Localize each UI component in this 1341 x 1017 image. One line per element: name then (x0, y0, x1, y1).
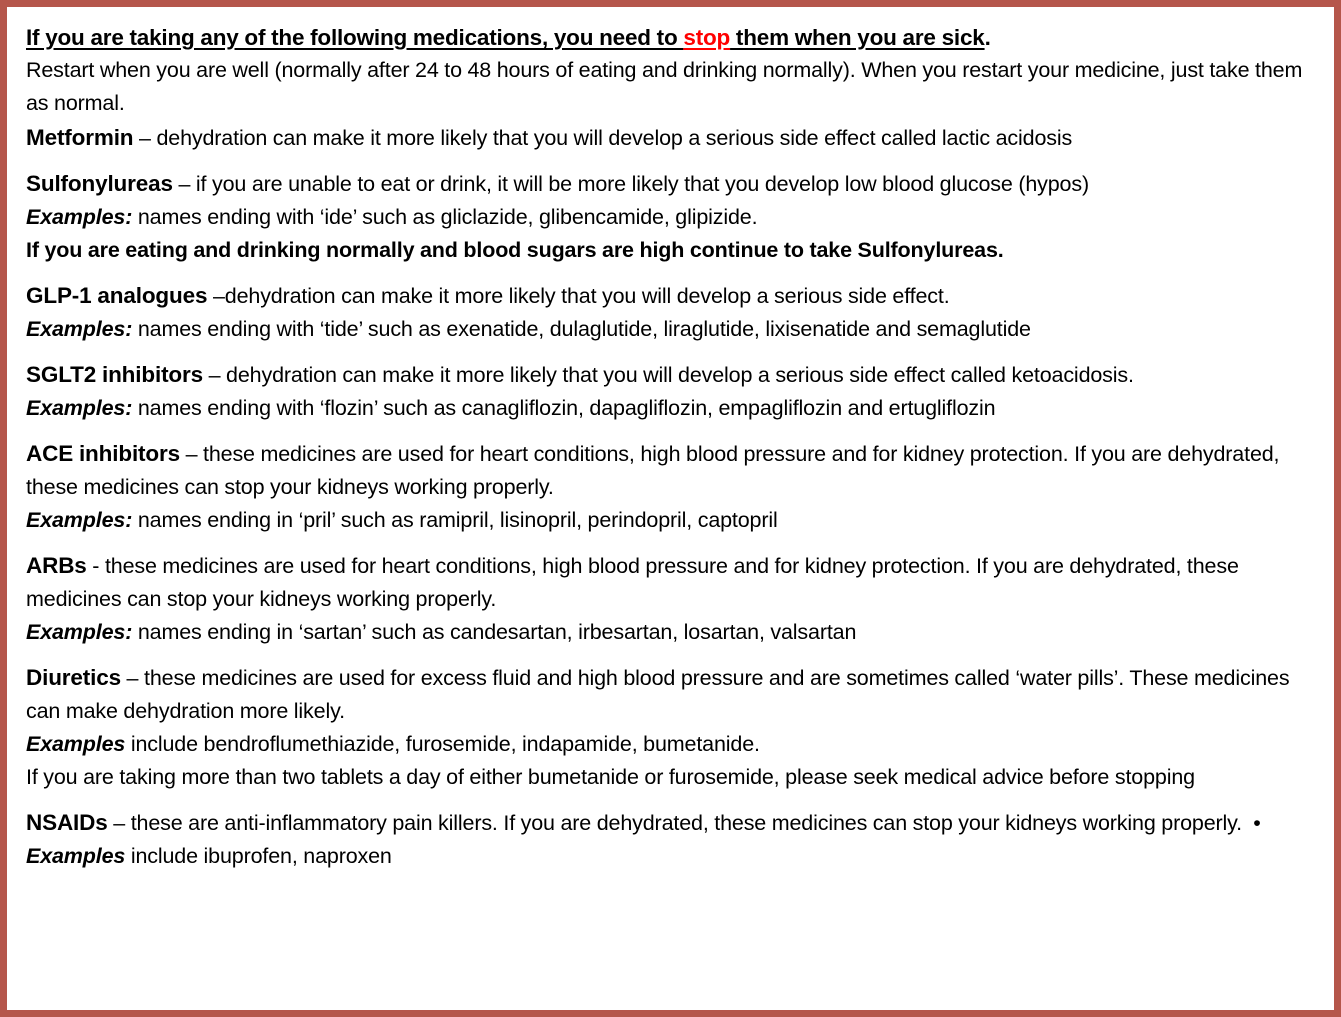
examples-label: Examples: (26, 620, 133, 644)
examples-glp1 (26, 313, 1316, 346)
spacer (26, 267, 1316, 279)
examples-label: Examples: (26, 508, 133, 532)
examples-label: Examples (26, 732, 126, 756)
body-arbs: these medicines are used for heart conditions, high blood pressure and for kidney protection. If you are dehydrated, these medicines can stop your kidneys working properly. (26, 554, 1239, 611)
dash-ace: – (179, 442, 204, 466)
page-title (26, 21, 1316, 54)
dash-metformin: – (133, 126, 157, 150)
document-body (26, 21, 1316, 873)
section-sulfonylureas (26, 167, 1316, 201)
examples-arbs (26, 616, 1316, 649)
spacer (26, 649, 1316, 661)
spacer (26, 425, 1316, 437)
body-ace: these medicines are used for heart conditions, high blood pressure and for kidney protection. If you are dehydrated, these medicines can stop your kidneys working properly. (26, 442, 1280, 499)
drug-name-sglt2: SGLT2 inhibitors (26, 362, 203, 387)
examples-body: names ending with ‘tide’ such as exenatide, dulaglutide, liraglutide, lixisenatide and semaglutide (132, 317, 1031, 341)
dash-sulfonylureas: – (172, 172, 196, 196)
drug-name-diuretics: Diuretics (26, 665, 121, 690)
drug-name-metformin: Metformin (26, 125, 134, 150)
section-diuretics (26, 661, 1316, 728)
section-ace (26, 437, 1316, 504)
stop-emphasis: stop (683, 25, 731, 50)
drug-name-ace: ACE inhibitors (26, 441, 180, 466)
examples-label: Examples: (26, 317, 133, 341)
spacer (26, 794, 1316, 806)
examples-sglt2 (26, 392, 1316, 425)
examples-label: Examples (26, 844, 126, 868)
dash-diuretics: – (120, 666, 144, 690)
examples-sulfonylureas (26, 201, 1316, 234)
examples-diuretics (26, 728, 1316, 761)
examples-label: Examples: (26, 205, 133, 229)
spacer (26, 537, 1316, 549)
examples-ace (26, 504, 1316, 537)
examples-body: names ending with ‘ide’ such as gliclazide, glibencamide, glipizide. (132, 205, 758, 229)
examples-body: names ending in ‘pril’ such as ramipril, lisinopril, perindopril, captopril (132, 508, 778, 532)
page-title-period: . (984, 25, 991, 50)
extra-note-diuretics: If you are taking more than two tablets a day of either bumetanide or furosemide, please seek medical advice before stopping (26, 765, 1195, 789)
examples-body: include ibuprofen, naproxen (125, 844, 392, 868)
note-sulfonylureas: If you are eating and drinking normally and blood sugars are high continue to take Sulfonylureas. (26, 238, 1004, 262)
body-sulfonylureas: if you are unable to eat or drink, it will be more likely that you develop low blood glucose (hypos) (195, 172, 1089, 196)
body-diuretics: these medicines are used for excess fluid and high blood pressure and are sometimes called ‘water pills’. These medicines can make dehydration more likely. (26, 666, 1290, 723)
spacer (26, 155, 1316, 167)
section-arbs (26, 549, 1316, 616)
drug-name-glp1: GLP-1 analogues (26, 283, 208, 308)
body-glp1: dehydration can make it more likely that you will develop a serious side effect. (224, 284, 950, 308)
body-sglt2: dehydration can make it more likely that you will develop a serious side effect called ketoacidosis. (226, 363, 1134, 387)
intro-paragraph (26, 54, 1316, 120)
examples-body: include bendroflumethiazide, furosemide, indapamide, bumetanide. (125, 732, 760, 756)
examples-label: Examples: (26, 396, 133, 420)
page-title-tail: them when you are sick (730, 25, 985, 50)
examples-body: names ending with ‘flozin’ such as canagliflozin, dapagliflozin, empagliflozin and ertugliflozin (132, 396, 996, 420)
dash-glp1: – (207, 284, 225, 308)
section-nsaids (26, 806, 1316, 873)
intro-line-2: medicine, just take them as normal. (26, 58, 1303, 115)
drug-name-nsaids: NSAIDs (26, 810, 108, 835)
examples-body: names ending in ‘sartan’ such as candesartan, irbesartan, losartan, valsartan (132, 620, 857, 644)
dash-sglt2: – (202, 363, 227, 387)
drug-name-sulfonylureas: Sulfonylureas (26, 171, 173, 196)
page-title-lead: If you are taking any of the following medications, you need to (26, 25, 684, 50)
drug-name-arbs: ARBs (26, 553, 87, 578)
intro-line-1: Restart when you are well (normally after 24 to 48 hours of eating and drinking normally). When you restart your (26, 58, 1069, 82)
body-metformin: dehydration can make it more likely that you will develop a serious side effect called lactic acidosis (156, 126, 1073, 150)
bullet-icon: • (1253, 811, 1261, 835)
section-glp1 (26, 279, 1316, 313)
dash-arbs: - (86, 554, 105, 578)
spacer (26, 346, 1316, 358)
section-sglt2 (26, 358, 1316, 392)
dash-nsaids: – (107, 811, 131, 835)
section-metformin (26, 121, 1316, 155)
body-nsaids: these are anti-inflammatory pain killers. If you are dehydrated, these medicines can stop your kidneys working properly. (130, 811, 1242, 835)
